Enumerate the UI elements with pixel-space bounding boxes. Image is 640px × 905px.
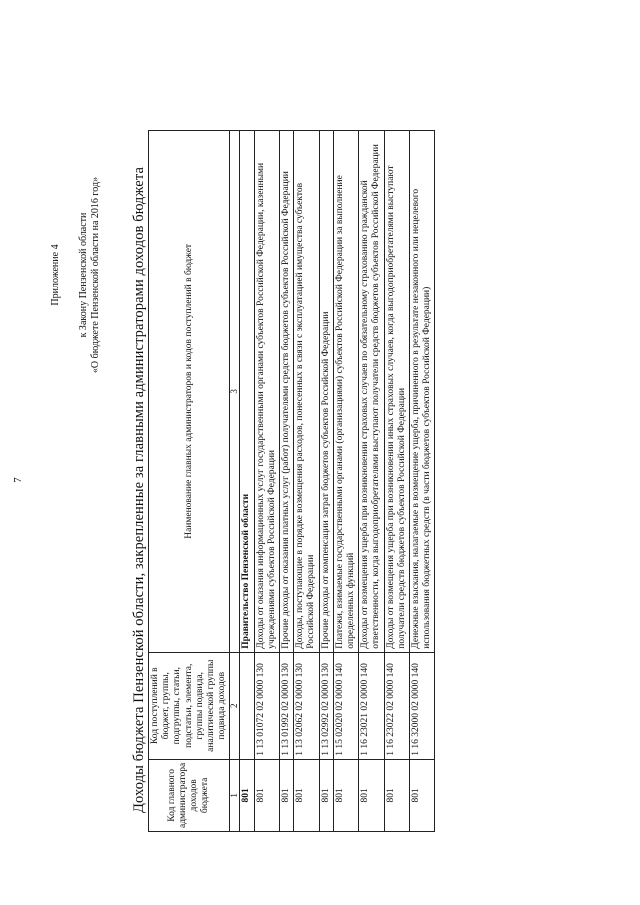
row-revenue-code: 1 16 23021 02 0000 140	[359, 652, 384, 759]
row-revenue-code: 1 13 02062 02 0000 130	[294, 652, 319, 759]
row-revenue-code: 1 13 01072 02 0000 130	[254, 652, 279, 759]
table-row	[410, 131, 435, 832]
appendix-law: к Закону Пензенской области	[78, 212, 89, 338]
row-name: Прочие доходы от компенсации затрат бюджетов субъектов Российской Федерации	[319, 131, 333, 653]
row-revenue-code	[240, 652, 254, 759]
row-name: Доходы, поступающие в порядке возмещения расходов, понесенных в связи с эксплуатацией имущества субъектов Российской Федерации	[294, 131, 319, 653]
row-name: Денежные взыскания, налагаемые в возмещение ущерба, причиненного в результате незаконного или нецелевого использования бюджетных средств (в части бюджетов субъектов Российской Федерации)	[410, 131, 435, 653]
row-admin-code: 801	[319, 759, 333, 831]
row-admin-code: 801	[254, 759, 279, 831]
table-row	[254, 131, 279, 832]
appendix-label: Приложение 4	[50, 244, 61, 306]
table-row	[280, 131, 294, 832]
rotated-page	[12, 80, 620, 880]
row-name: Правительство Пензенской области	[240, 131, 254, 653]
header-name: Наименование главных администраторов и кодов поступлений в бюджет	[149, 131, 230, 653]
table-row	[294, 131, 319, 832]
row-revenue-code: 1 16 32000 02 0000 140	[410, 652, 435, 759]
row-admin-code: 801	[240, 759, 254, 831]
revenue-table	[148, 130, 435, 832]
table-header-row	[149, 131, 230, 832]
row-name: Доходы от возмещения ущерба при возникновении иных страховых случаев, когда выгодоприобретателями выступают получатели средств бюджетов субъектов Российской Федерации	[384, 131, 409, 653]
row-admin-code: 801	[280, 759, 294, 831]
column-number: 1	[230, 759, 240, 831]
row-revenue-code: 1 13 02992 02 0000 130	[319, 652, 333, 759]
column-number-row	[230, 131, 240, 832]
row-name: Прочие доходы от оказания платных услуг (работ) получателями средств бюджетов субъектов Российской Федерации	[280, 131, 294, 653]
column-number: 3	[230, 131, 240, 653]
table-row	[240, 131, 254, 832]
header-revenue-code: Код поступлений в бюджет, группы, подгруппы, статьи, подстатьи, элемента, группы подвида, аналитической группы подвида доходов	[149, 652, 230, 759]
row-name: Доходы от возмещения ущерба при возникновении страховых случаев по обязательному страхованию гражданской ответственности, когда выгодоприобретателями выступают получатели средств бюджетов субъектов Российской Федерации	[359, 131, 384, 653]
row-name: Платежи, взимаемые государственными органами (организациями) субъектов Российской Федерации за выполнение определенных функций	[333, 131, 358, 653]
row-revenue-code: 1 16 23022 02 0000 140	[384, 652, 409, 759]
table-row	[319, 131, 333, 832]
table-row	[384, 131, 409, 832]
row-name: Доходы от оказания информационных услуг государственными органами субъектов Российской Федерации, казенными учреждениями субъектов Российской Федерации	[254, 131, 279, 653]
row-admin-code: 801	[333, 759, 358, 831]
header-admin-code: Код главного администратора доходов бюджета	[149, 759, 230, 831]
table-row	[359, 131, 384, 832]
column-number: 2	[230, 652, 240, 759]
row-admin-code: 801	[294, 759, 319, 831]
row-admin-code: 801	[410, 759, 435, 831]
page-number: 7	[12, 477, 24, 483]
row-admin-code: 801	[359, 759, 384, 831]
table-row	[333, 131, 358, 832]
row-admin-code: 801	[384, 759, 409, 831]
appendix-law-title: «О бюджете Пензенской области на 2016 год»	[90, 176, 101, 374]
row-revenue-code: 1 15 02020 02 0000 140	[333, 652, 358, 759]
document-title: Доходы бюджета Пензенской области, закрепленные за главными администраторами доходов бюджета	[131, 167, 147, 813]
row-revenue-code: 1 13 01992 02 0000 130	[280, 652, 294, 759]
appendix-header	[50, 110, 102, 440]
